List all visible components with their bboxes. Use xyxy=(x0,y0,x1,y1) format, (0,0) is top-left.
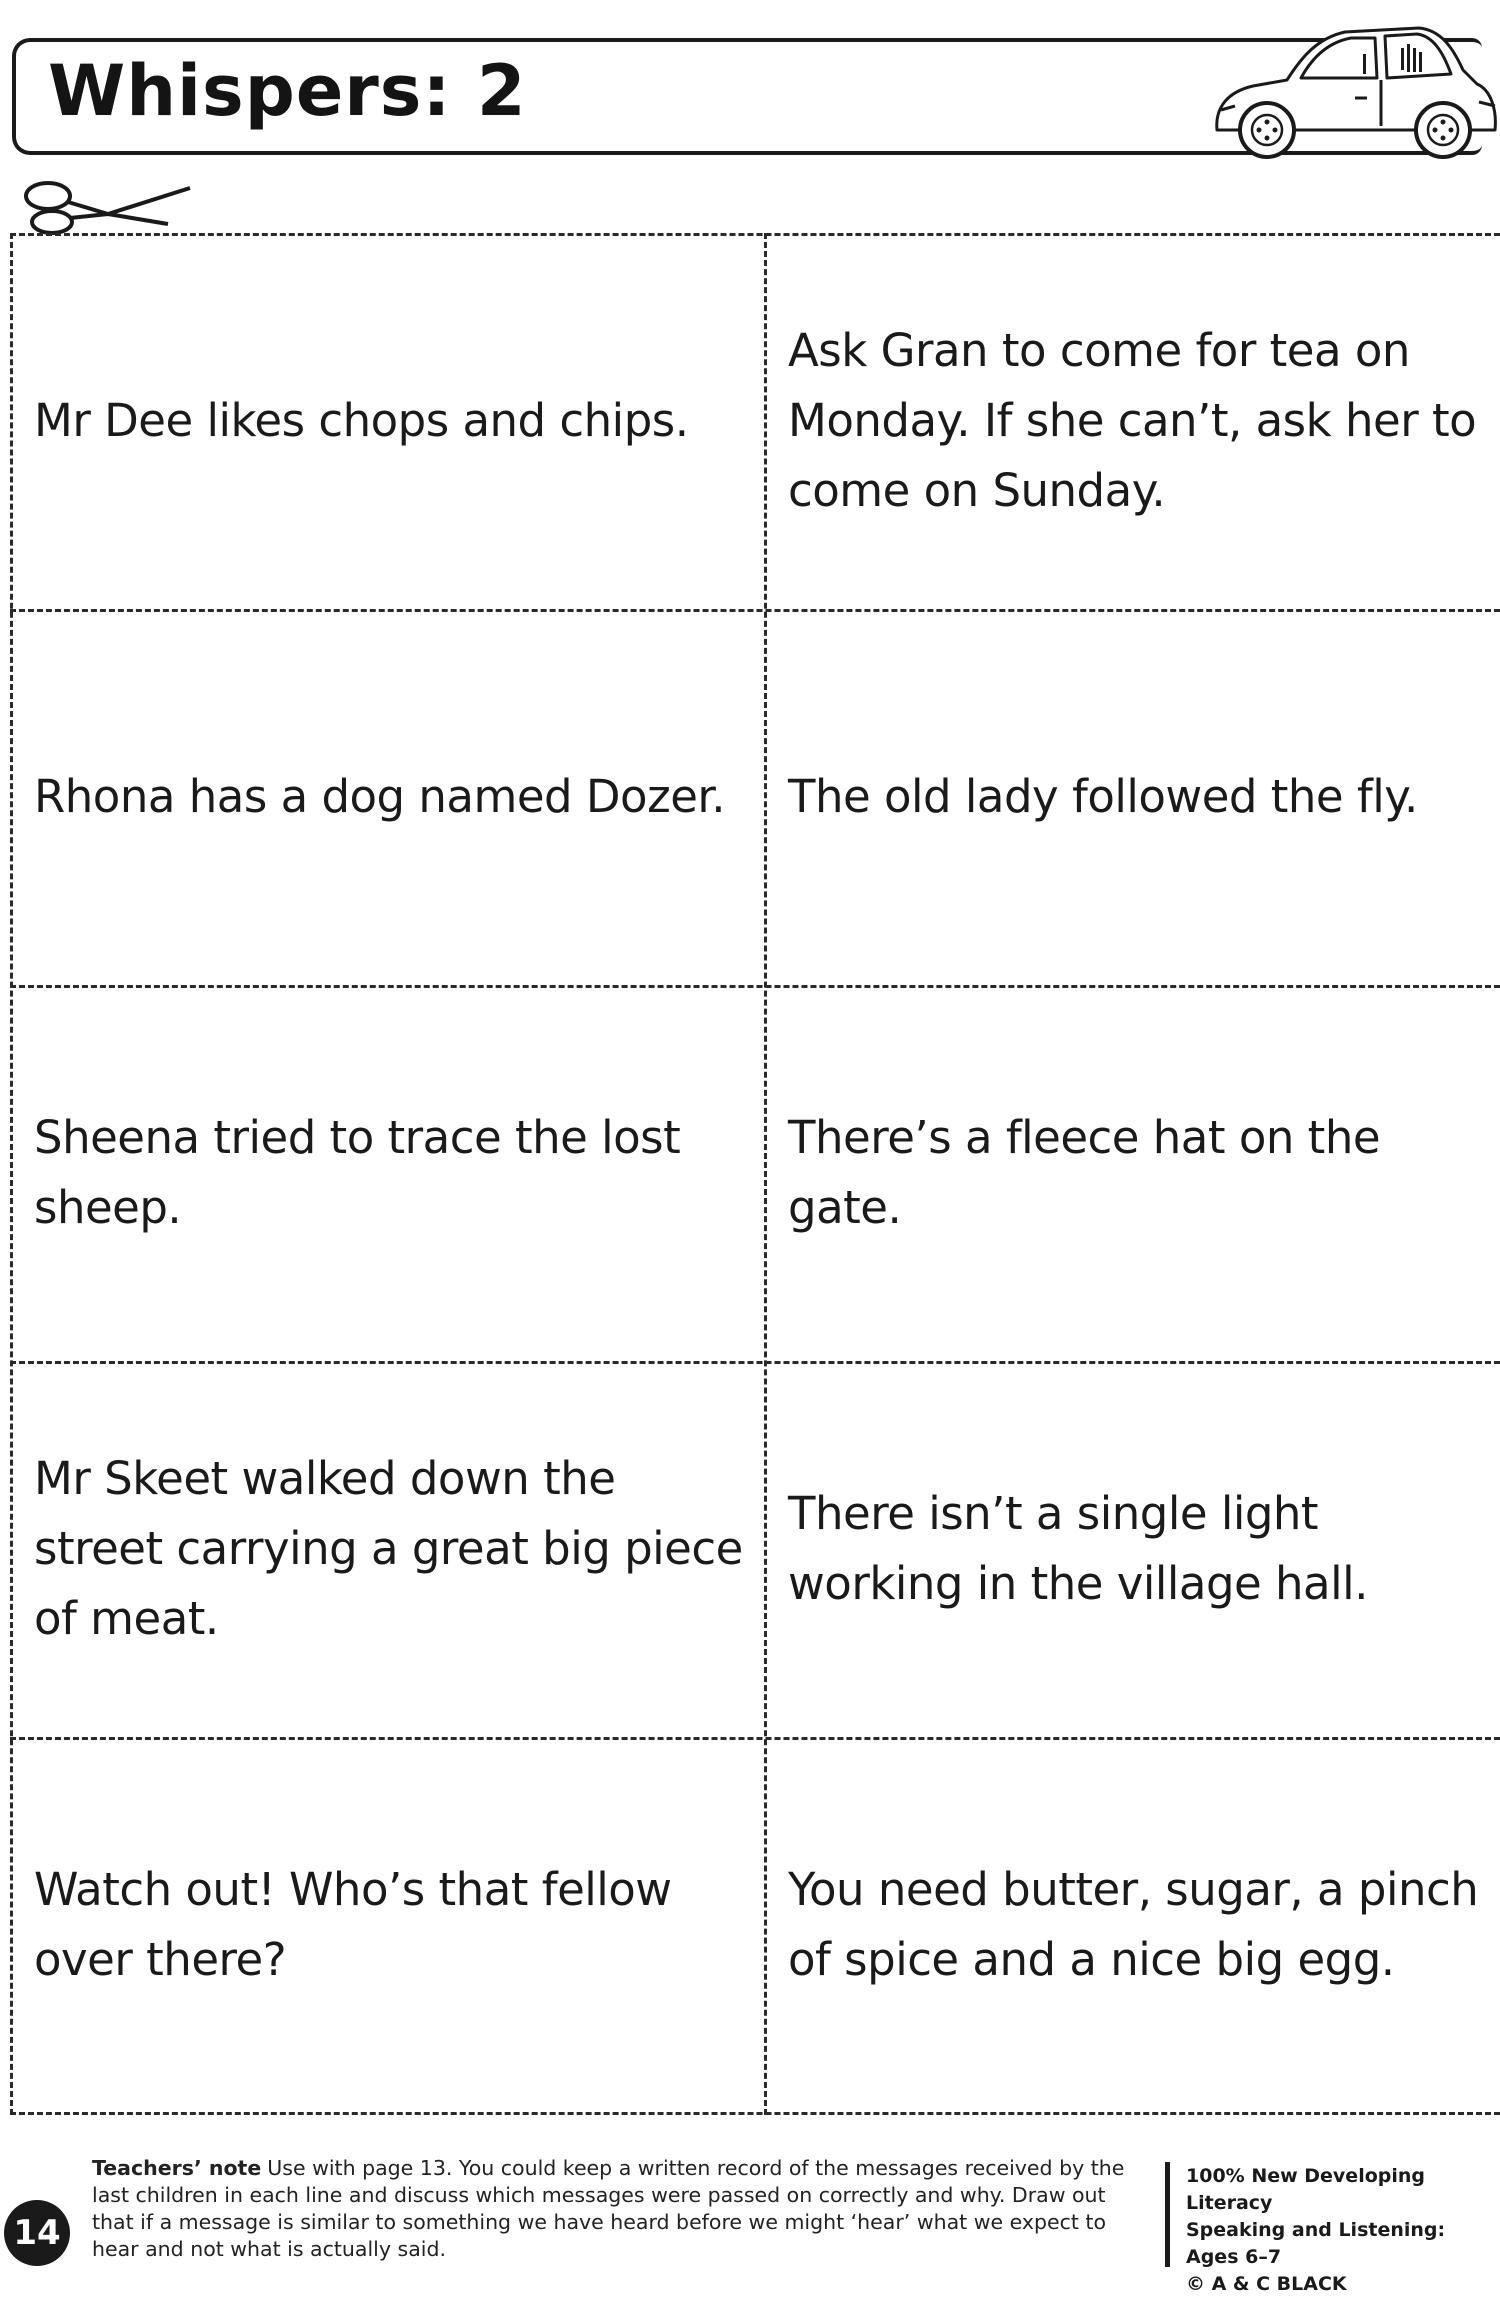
teachers-note xyxy=(92,2155,1142,2263)
series-subtitle: Speaking and Listening: xyxy=(1186,2219,1446,2241)
teachers-note-label: Teachers’ note xyxy=(92,2156,262,2180)
card xyxy=(10,1361,764,1737)
card xyxy=(764,233,1500,609)
card-grid xyxy=(10,233,1500,2115)
footer-divider xyxy=(1165,2162,1170,2267)
cut-line xyxy=(10,2112,1500,2115)
card-text: There isn’t a single light working in the village hall. xyxy=(788,1487,1368,1610)
card-text: There’s a fleece hat on the gate. xyxy=(788,1111,1381,1234)
series-copyright: © A & C BLACK xyxy=(1186,2273,1347,2295)
card xyxy=(10,1737,764,2112)
card-text: Rhona has a dog named Dozer. xyxy=(34,770,726,823)
series-title: 100% New Developing Literacy xyxy=(1186,2165,1426,2214)
card xyxy=(10,233,764,609)
card-text: Mr Skeet walked down the street carrying a great big piece of meat. xyxy=(34,1452,743,1645)
teachers-note-text: Use with page 13. You could keep a written record of the messages received by the last children in each line and discuss which messages were passed on correctly and why. Draw out that if a message is similar to something we have heard before we might ‘hear’ what we expect to hear and not what is actually said. xyxy=(92,2156,1125,2261)
series-ages: Ages 6–7 xyxy=(1186,2246,1282,2268)
card-text: The old lady followed the fly. xyxy=(788,770,1418,823)
car-icon xyxy=(1205,18,1500,168)
page-title: Whispers: 2 xyxy=(48,50,527,132)
card-text: Watch out! Who’s that fellow over there? xyxy=(34,1862,672,1986)
card xyxy=(764,609,1500,985)
card-text: You need butter, sugar, a pinch of spice and a nice big egg. xyxy=(788,1862,1479,1986)
card xyxy=(764,985,1500,1361)
page-number: 14 xyxy=(4,2200,70,2266)
card xyxy=(764,1361,1500,1737)
card-text: Sheena tried to trace the lost sheep. xyxy=(34,1111,681,1234)
card-text: Mr Dee likes chops and chips. xyxy=(34,394,689,447)
series-info xyxy=(1186,2163,1496,2298)
card xyxy=(10,985,764,1361)
card xyxy=(764,1737,1500,2112)
scissors-icon xyxy=(18,178,198,240)
card xyxy=(10,609,764,985)
card-text: Ask Gran to come for tea on Monday. If she can’t, ask her to come on Sunday. xyxy=(788,324,1477,517)
